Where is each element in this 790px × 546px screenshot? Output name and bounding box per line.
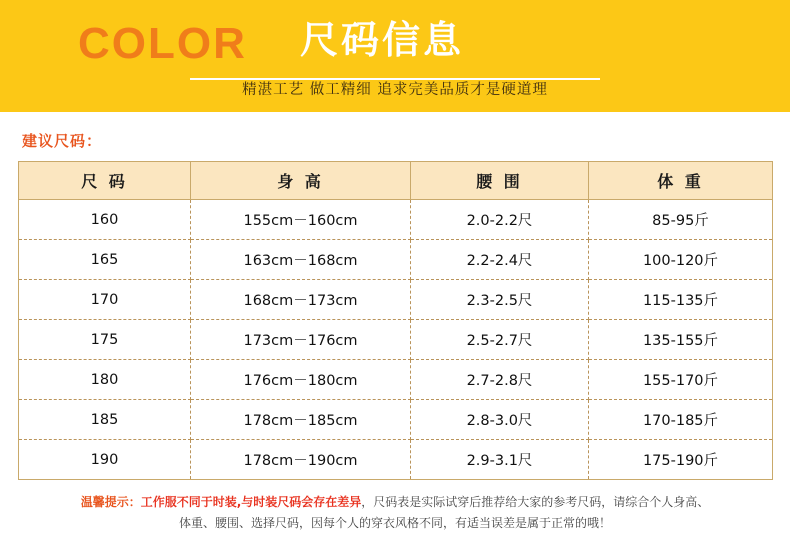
table-header <box>19 162 773 200</box>
note-prefix: 温馨提示： <box>80 495 141 509</box>
table-cell-size: 170 <box>19 280 191 320</box>
content-area <box>0 112 790 546</box>
banner-cn-title: 尺码信息 <box>300 18 465 62</box>
table-header-cell: 尺 码 <box>19 162 191 200</box>
table-row <box>19 400 773 440</box>
note-line1-rest: ，尺码表是实际试穿后推荐给大家的参考尺码，请综合个人身高、 <box>361 495 710 509</box>
table-header-row <box>19 162 773 200</box>
table-cell-height: 178cm－190cm <box>191 440 411 480</box>
table-row <box>19 320 773 360</box>
table-header-cell: 腰 围 <box>411 162 589 200</box>
table-cell-waist: 2.7-2.8尺 <box>411 360 589 400</box>
table-header-cell: 体 重 <box>589 162 773 200</box>
table-cell-size: 190 <box>19 440 191 480</box>
table-cell-waist: 2.2-2.4尺 <box>411 240 589 280</box>
table-row <box>19 200 773 240</box>
table-cell-weight: 85-95斤 <box>589 200 773 240</box>
table-cell-size: 160 <box>19 200 191 240</box>
table-cell-height: 178cm－185cm <box>191 400 411 440</box>
banner-subtitle: 精湛工艺 做工精细 追求完美品质才是硬道理 <box>242 82 548 98</box>
table-cell-height: 163cm－168cm <box>191 240 411 280</box>
section-label: 建议尺码： <box>22 132 103 150</box>
table-row <box>19 440 773 480</box>
table-cell-weight: 175-190斤 <box>589 440 773 480</box>
table-cell-size: 165 <box>19 240 191 280</box>
table-row <box>19 360 773 400</box>
table-cell-size: 175 <box>19 320 191 360</box>
table-cell-size: 180 <box>19 360 191 400</box>
table-cell-weight: 170-185斤 <box>589 400 773 440</box>
table-cell-height: 176cm－180cm <box>191 360 411 400</box>
table-cell-waist: 2.5-2.7尺 <box>411 320 589 360</box>
table-row <box>19 280 773 320</box>
table-cell-waist: 2.3-2.5尺 <box>411 280 589 320</box>
table-cell-height: 173cm－176cm <box>191 320 411 360</box>
banner-color-word: COLOR <box>78 19 247 68</box>
table-cell-waist: 2.9-3.1尺 <box>411 440 589 480</box>
table-cell-weight: 115-135斤 <box>589 280 773 320</box>
table-cell-height: 168cm－173cm <box>191 280 411 320</box>
table-cell-weight: 100-120斤 <box>589 240 773 280</box>
table-cell-height: 155cm－160cm <box>191 200 411 240</box>
note-emphasis: 工作服不同于时装,与时装尺码会存在差异 <box>140 495 362 509</box>
table-header-cell: 身 高 <box>191 162 411 200</box>
footer-note <box>18 492 772 534</box>
table-cell-size: 185 <box>19 400 191 440</box>
note-line2: 体重、腰围、选择尺码，因每个人的穿衣风格不同，有适当误差是属于正常的哦！ <box>178 516 611 530</box>
banner-title-row <box>0 8 790 66</box>
header-banner <box>0 0 790 112</box>
table-cell-weight: 135-155斤 <box>589 320 773 360</box>
table-cell-waist: 2.0-2.2尺 <box>411 200 589 240</box>
size-table <box>18 161 773 480</box>
table-cell-weight: 155-170斤 <box>589 360 773 400</box>
table-row <box>19 240 773 280</box>
table-cell-waist: 2.8-3.0尺 <box>411 400 589 440</box>
table-body <box>19 200 773 480</box>
